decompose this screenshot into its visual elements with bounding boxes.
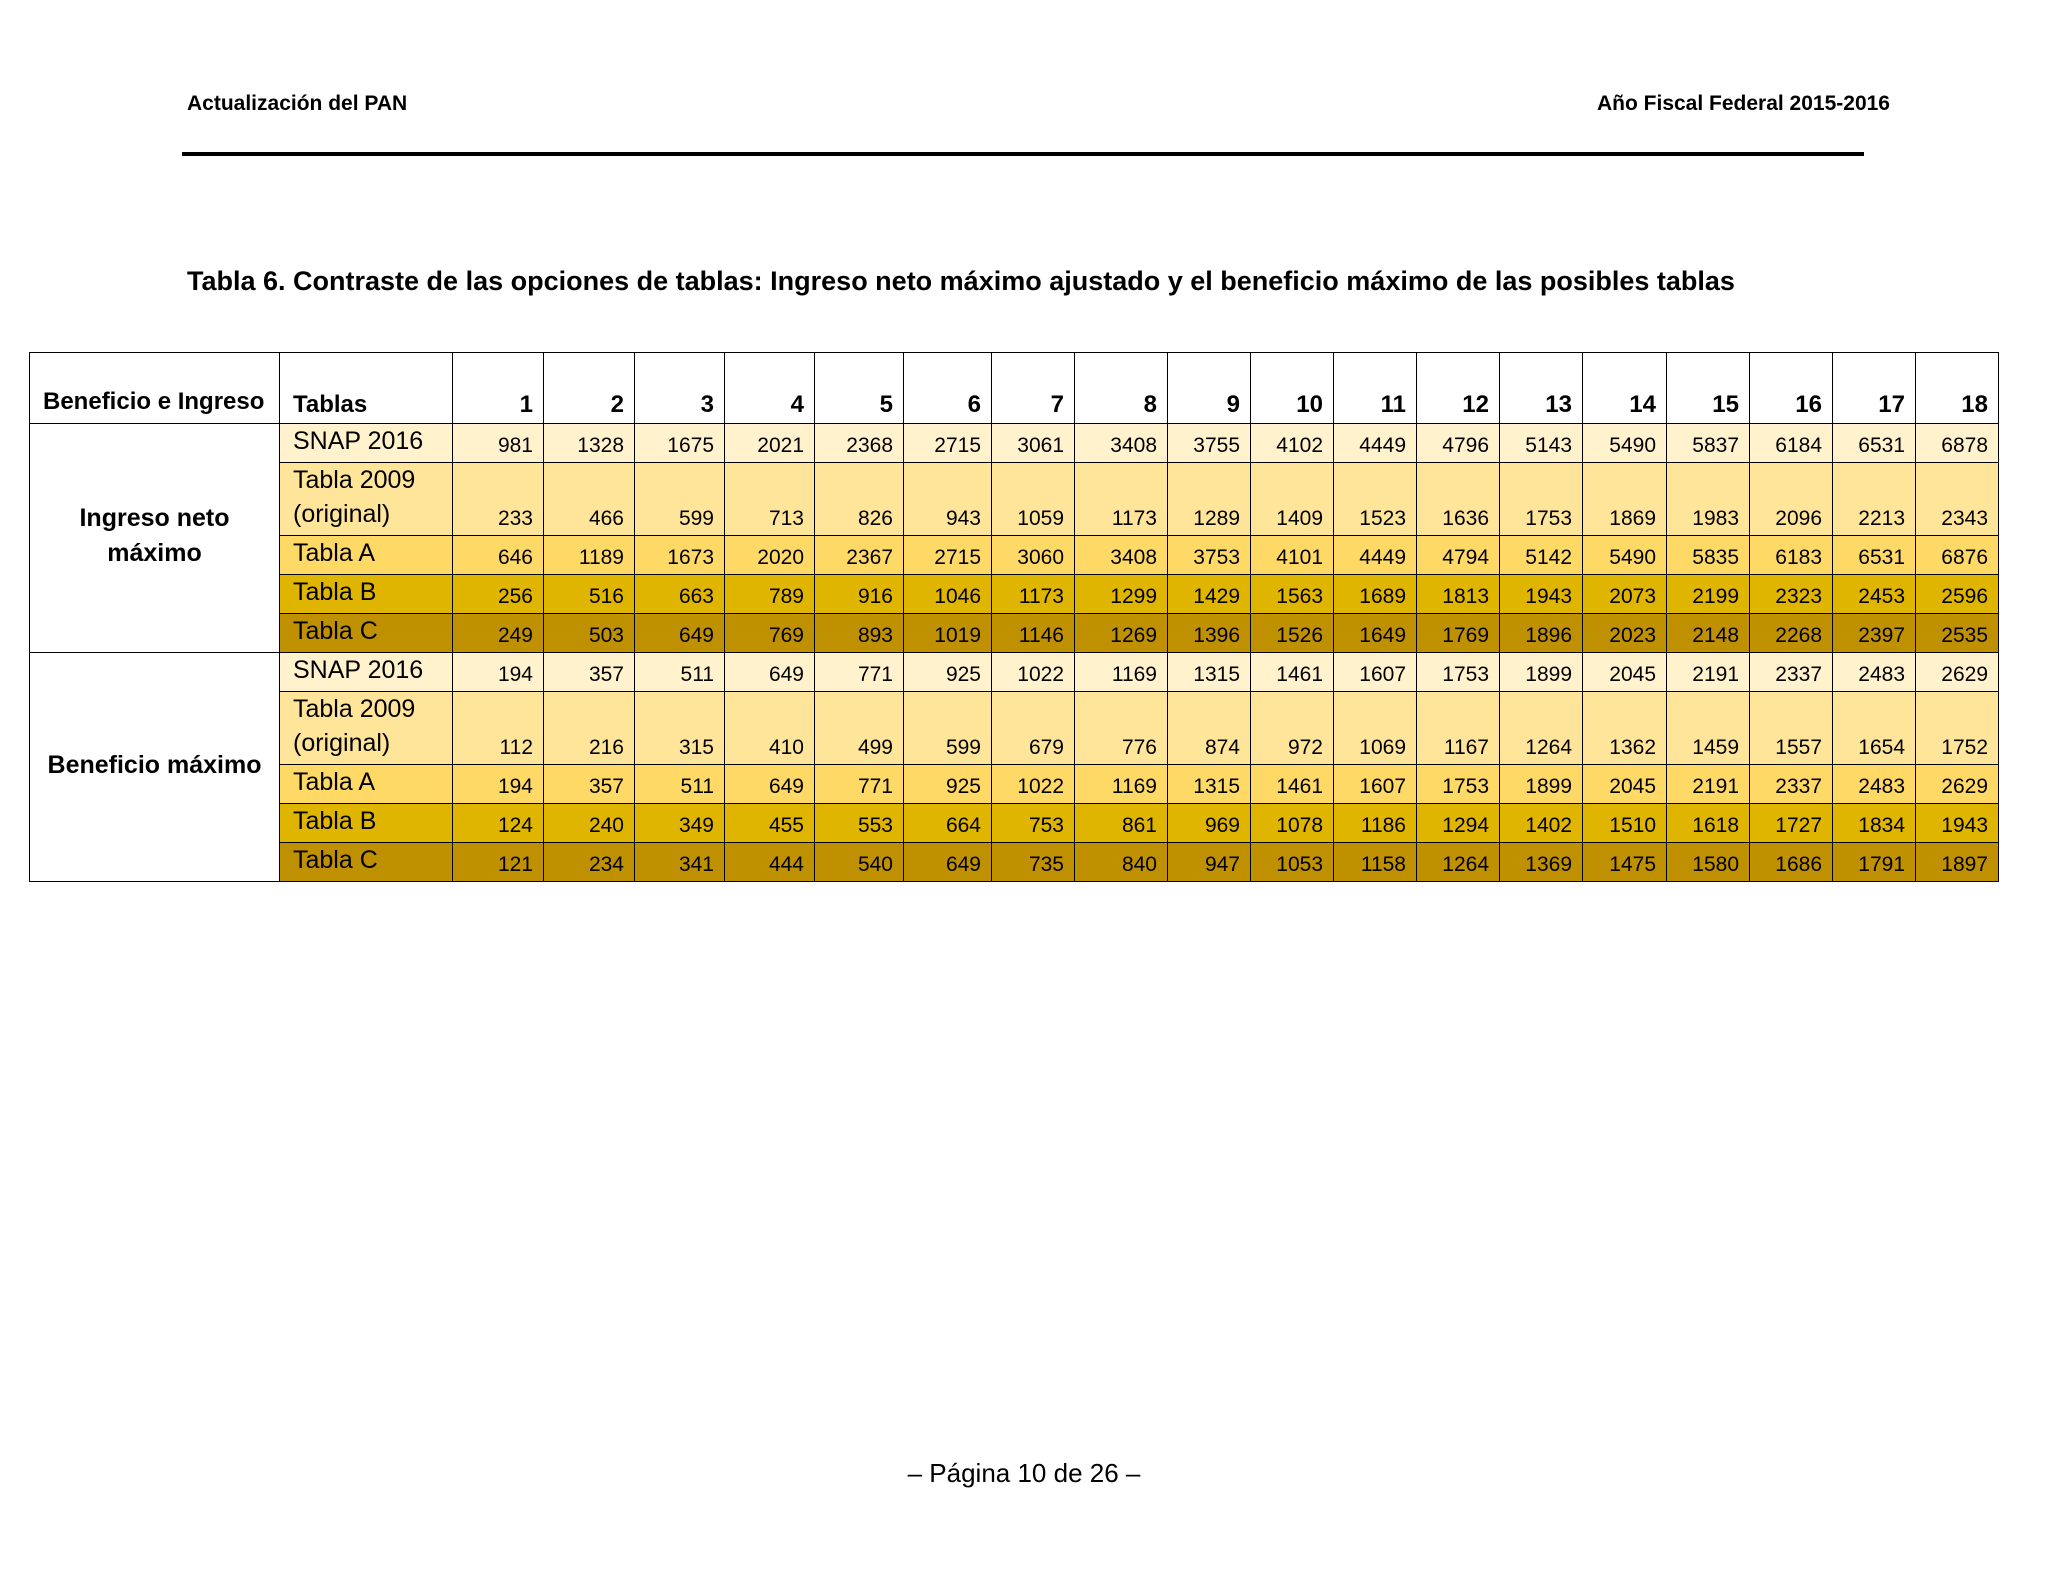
value-cell: 981 [453, 424, 544, 463]
value-cell: 499 [815, 692, 904, 765]
value-cell: 1649 [1334, 614, 1417, 653]
value-cell: 1557 [1750, 692, 1833, 765]
value-cell: 3755 [1168, 424, 1251, 463]
value-cell: 1896 [1500, 614, 1583, 653]
value-cell: 249 [453, 614, 544, 653]
value-cell: 713 [725, 463, 815, 536]
value-cell: 1607 [1334, 765, 1417, 804]
value-cell: 2483 [1833, 653, 1916, 692]
value-cell: 5835 [1667, 536, 1750, 575]
table-row [30, 575, 1999, 614]
value-cell: 341 [635, 843, 725, 882]
value-cell: 1834 [1833, 804, 1916, 843]
value-cell: 553 [815, 804, 904, 843]
value-cell: 1046 [904, 575, 992, 614]
value-cell: 410 [725, 692, 815, 765]
value-cell: 1869 [1583, 463, 1667, 536]
table-row [30, 536, 1999, 575]
value-cell: 826 [815, 463, 904, 536]
value-cell: 1019 [904, 614, 992, 653]
value-cell: 649 [725, 653, 815, 692]
value-cell: 1299 [1075, 575, 1168, 614]
group-label: Ingreso neto máximo [30, 424, 280, 653]
value-cell: 3061 [992, 424, 1075, 463]
value-cell: 1189 [544, 536, 635, 575]
column-header: 1 [453, 353, 544, 424]
page-header-right: Año Fiscal Federal 2015-2016 [1597, 92, 1890, 115]
value-cell: 1899 [1500, 765, 1583, 804]
value-cell: 1526 [1251, 614, 1334, 653]
value-cell: 1753 [1417, 765, 1500, 804]
value-cell: 1523 [1334, 463, 1417, 536]
column-header: 12 [1417, 353, 1500, 424]
value-cell: 1264 [1417, 843, 1500, 882]
value-cell: 1607 [1334, 653, 1417, 692]
value-cell: 234 [544, 843, 635, 882]
value-cell: 121 [453, 843, 544, 882]
value-cell: 1673 [635, 536, 725, 575]
header-beneficio-ingreso: Beneficio e Ingreso [30, 353, 280, 424]
value-cell: 6531 [1833, 424, 1916, 463]
value-cell: 357 [544, 653, 635, 692]
value-cell: 1899 [1500, 653, 1583, 692]
value-cell: 2323 [1750, 575, 1833, 614]
value-cell: 466 [544, 463, 635, 536]
value-cell: 1727 [1750, 804, 1833, 843]
value-cell: 194 [453, 653, 544, 692]
value-cell: 1315 [1168, 765, 1251, 804]
value-cell: 3753 [1168, 536, 1251, 575]
value-cell: 1396 [1168, 614, 1251, 653]
table-row [30, 614, 1999, 653]
value-cell: 2453 [1833, 575, 1916, 614]
value-cell: 1173 [992, 575, 1075, 614]
value-cell: 1791 [1833, 843, 1916, 882]
value-cell: 2397 [1833, 614, 1916, 653]
column-header: 18 [1916, 353, 1999, 424]
value-cell: 511 [635, 765, 725, 804]
value-cell: 2021 [725, 424, 815, 463]
table-row [30, 463, 1999, 536]
value-cell: 646 [453, 536, 544, 575]
value-cell: 1689 [1334, 575, 1417, 614]
table-header-row [30, 353, 1999, 424]
value-cell: 1813 [1417, 575, 1500, 614]
value-cell: 2337 [1750, 653, 1833, 692]
column-header: 6 [904, 353, 992, 424]
table-row [30, 804, 1999, 843]
value-cell: 1146 [992, 614, 1075, 653]
column-header: 9 [1168, 353, 1251, 424]
value-cell: 1636 [1417, 463, 1500, 536]
table-row [30, 424, 1999, 463]
value-cell: 1983 [1667, 463, 1750, 536]
value-cell: 2596 [1916, 575, 1999, 614]
value-cell: 2045 [1583, 653, 1667, 692]
value-cell: 2483 [1833, 765, 1916, 804]
value-cell: 2368 [815, 424, 904, 463]
value-cell: 112 [453, 692, 544, 765]
value-cell: 1461 [1251, 653, 1334, 692]
value-cell: 5142 [1500, 536, 1583, 575]
column-header: 17 [1833, 353, 1916, 424]
value-cell: 3060 [992, 536, 1075, 575]
value-cell: 1654 [1833, 692, 1916, 765]
value-cell: 315 [635, 692, 725, 765]
column-header: 16 [1750, 353, 1833, 424]
value-cell: 1294 [1417, 804, 1500, 843]
value-cell: 1369 [1500, 843, 1583, 882]
value-cell: 2213 [1833, 463, 1916, 536]
column-header: 2 [544, 353, 635, 424]
table-row [30, 765, 1999, 804]
value-cell: 893 [815, 614, 904, 653]
column-header: 13 [1500, 353, 1583, 424]
value-cell: 1943 [1500, 575, 1583, 614]
column-header: 5 [815, 353, 904, 424]
value-cell: 1173 [1075, 463, 1168, 536]
value-cell: 2343 [1916, 463, 1999, 536]
value-cell: 2715 [904, 424, 992, 463]
value-cell: 599 [904, 692, 992, 765]
value-cell: 1264 [1500, 692, 1583, 765]
column-header: 10 [1251, 353, 1334, 424]
value-cell: 2367 [815, 536, 904, 575]
table-name-cell: Tabla B [280, 804, 453, 843]
value-cell: 1618 [1667, 804, 1750, 843]
value-cell: 1580 [1667, 843, 1750, 882]
column-header: 8 [1075, 353, 1168, 424]
value-cell: 1686 [1750, 843, 1833, 882]
column-header: 3 [635, 353, 725, 424]
table-row [30, 843, 1999, 882]
value-cell: 5143 [1500, 424, 1583, 463]
table-name-cell: SNAP 2016 [280, 653, 453, 692]
value-cell: 599 [635, 463, 725, 536]
value-cell: 972 [1251, 692, 1334, 765]
value-cell: 1897 [1916, 843, 1999, 882]
value-cell: 1315 [1168, 653, 1251, 692]
value-cell: 789 [725, 575, 815, 614]
value-cell: 1943 [1916, 804, 1999, 843]
value-cell: 540 [815, 843, 904, 882]
value-cell: 943 [904, 463, 992, 536]
value-cell: 969 [1168, 804, 1251, 843]
value-cell: 2199 [1667, 575, 1750, 614]
value-cell: 5490 [1583, 536, 1667, 575]
value-cell: 771 [815, 653, 904, 692]
value-cell: 1409 [1251, 463, 1334, 536]
value-cell: 6184 [1750, 424, 1833, 463]
value-cell: 1167 [1417, 692, 1500, 765]
value-cell: 2535 [1916, 614, 1999, 653]
page-header-left: Actualización del PAN [187, 92, 408, 115]
value-cell: 1053 [1251, 843, 1334, 882]
value-cell: 769 [725, 614, 815, 653]
table-name-cell: Tabla B [280, 575, 453, 614]
value-cell: 1269 [1075, 614, 1168, 653]
value-cell: 753 [992, 804, 1075, 843]
value-cell: 771 [815, 765, 904, 804]
value-cell: 1461 [1251, 765, 1334, 804]
value-cell: 503 [544, 614, 635, 653]
group-label: Beneficio máximo [30, 653, 280, 882]
value-cell: 840 [1075, 843, 1168, 882]
value-cell: 216 [544, 692, 635, 765]
value-cell: 3408 [1075, 536, 1168, 575]
value-cell: 2629 [1916, 653, 1999, 692]
value-cell: 664 [904, 804, 992, 843]
value-cell: 2191 [1667, 765, 1750, 804]
table-row [30, 653, 1999, 692]
value-cell: 511 [635, 653, 725, 692]
value-cell: 1429 [1168, 575, 1251, 614]
value-cell: 1475 [1583, 843, 1667, 882]
value-cell: 2268 [1750, 614, 1833, 653]
value-cell: 1158 [1334, 843, 1417, 882]
value-cell: 874 [1168, 692, 1251, 765]
value-cell: 649 [635, 614, 725, 653]
value-cell: 1563 [1251, 575, 1334, 614]
value-cell: 516 [544, 575, 635, 614]
table-name-cell: Tabla 2009 (original) [280, 463, 453, 536]
value-cell: 5837 [1667, 424, 1750, 463]
value-cell: 4794 [1417, 536, 1500, 575]
column-header: 14 [1583, 353, 1667, 424]
value-cell: 4796 [1417, 424, 1500, 463]
comparison-table [29, 352, 1999, 882]
value-cell: 2073 [1583, 575, 1667, 614]
value-cell: 1769 [1417, 614, 1500, 653]
value-cell: 679 [992, 692, 1075, 765]
value-cell: 2191 [1667, 653, 1750, 692]
header-rule [182, 152, 1864, 156]
value-cell: 1022 [992, 765, 1075, 804]
value-cell: 5490 [1583, 424, 1667, 463]
value-cell: 649 [725, 765, 815, 804]
table-name-cell: Tabla A [280, 536, 453, 575]
value-cell: 649 [904, 843, 992, 882]
value-cell: 1078 [1251, 804, 1334, 843]
value-cell: 1510 [1583, 804, 1667, 843]
value-cell: 6876 [1916, 536, 1999, 575]
value-cell: 1753 [1417, 653, 1500, 692]
value-cell: 925 [904, 765, 992, 804]
value-cell: 1675 [635, 424, 725, 463]
value-cell: 1459 [1667, 692, 1750, 765]
value-cell: 357 [544, 765, 635, 804]
column-header: 15 [1667, 353, 1750, 424]
value-cell: 349 [635, 804, 725, 843]
table-name-cell: SNAP 2016 [280, 424, 453, 463]
value-cell: 4449 [1334, 424, 1417, 463]
value-cell: 2096 [1750, 463, 1833, 536]
table-name-cell: Tabla 2009 (original) [280, 692, 453, 765]
value-cell: 663 [635, 575, 725, 614]
value-cell: 1289 [1168, 463, 1251, 536]
value-cell: 4449 [1334, 536, 1417, 575]
value-cell: 240 [544, 804, 635, 843]
value-cell: 1059 [992, 463, 1075, 536]
value-cell: 1362 [1583, 692, 1667, 765]
value-cell: 2715 [904, 536, 992, 575]
value-cell: 2023 [1583, 614, 1667, 653]
value-cell: 6531 [1833, 536, 1916, 575]
value-cell: 1402 [1500, 804, 1583, 843]
value-cell: 4102 [1251, 424, 1334, 463]
value-cell: 2045 [1583, 765, 1667, 804]
value-cell: 194 [453, 765, 544, 804]
value-cell: 861 [1075, 804, 1168, 843]
value-cell: 1169 [1075, 765, 1168, 804]
value-cell: 1022 [992, 653, 1075, 692]
value-cell: 455 [725, 804, 815, 843]
table-name-cell: Tabla C [280, 614, 453, 653]
value-cell: 124 [453, 804, 544, 843]
value-cell: 1753 [1500, 463, 1583, 536]
value-cell: 2148 [1667, 614, 1750, 653]
column-header: 11 [1334, 353, 1417, 424]
value-cell: 1752 [1916, 692, 1999, 765]
value-cell: 2629 [1916, 765, 1999, 804]
page-footer: – Página 10 de 26 – [907, 1458, 1141, 1488]
value-cell: 6183 [1750, 536, 1833, 575]
value-cell: 916 [815, 575, 904, 614]
value-cell: 233 [453, 463, 544, 536]
table-row [30, 692, 1999, 765]
value-cell: 776 [1075, 692, 1168, 765]
column-header: 7 [992, 353, 1075, 424]
header-tablas: Tablas [280, 353, 453, 424]
value-cell: 1328 [544, 424, 635, 463]
value-cell: 925 [904, 653, 992, 692]
column-header: 4 [725, 353, 815, 424]
value-cell: 4101 [1251, 536, 1334, 575]
value-cell: 6878 [1916, 424, 1999, 463]
value-cell: 256 [453, 575, 544, 614]
table-name-cell: Tabla C [280, 843, 453, 882]
value-cell: 2020 [725, 536, 815, 575]
value-cell: 1186 [1334, 804, 1417, 843]
table-title: Tabla 6. Contraste de las opciones de tablas: Ingreso neto máximo ajustado y el beneficio máximo de las posibles tablas [187, 266, 1735, 296]
value-cell: 2337 [1750, 765, 1833, 804]
value-cell: 3408 [1075, 424, 1168, 463]
value-cell: 735 [992, 843, 1075, 882]
value-cell: 444 [725, 843, 815, 882]
value-cell: 1169 [1075, 653, 1168, 692]
value-cell: 1069 [1334, 692, 1417, 765]
value-cell: 947 [1168, 843, 1251, 882]
table-name-cell: Tabla A [280, 765, 453, 804]
